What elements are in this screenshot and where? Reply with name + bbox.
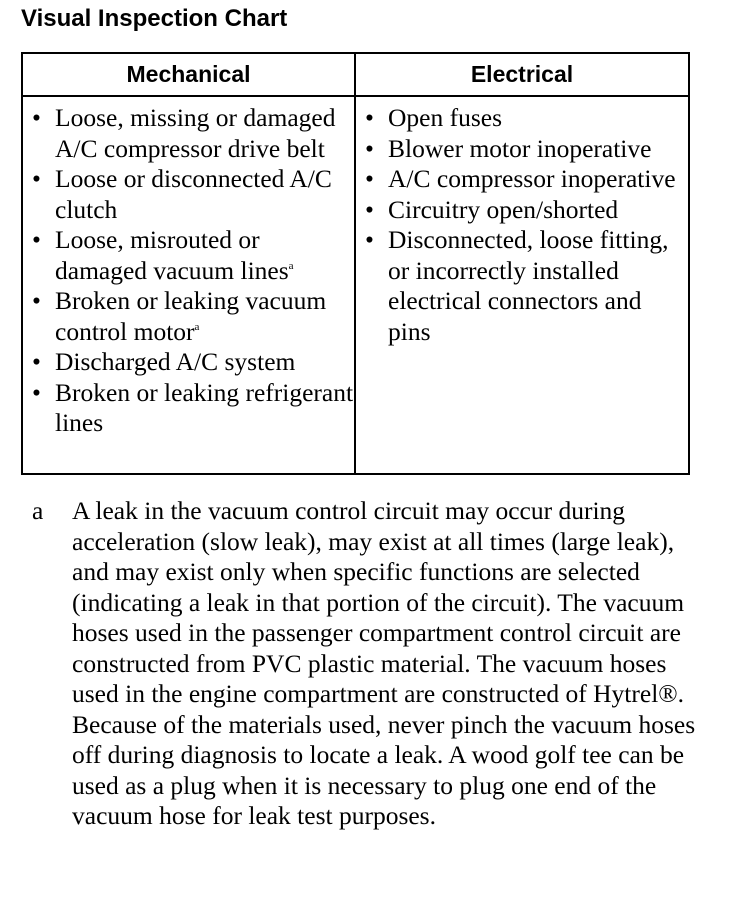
footnote-reference: a <box>194 320 200 333</box>
item-text: Blower motor inoperative <box>388 133 652 163</box>
bullet-icon: • <box>365 164 374 193</box>
footnote-text: A leak in the vacuum control circuit may occur during acceleration (slow leak), may exist at all times (large leak), and may exist only when specific functions are selected (indicating a leak in that portion of the circuit). The vacuum hoses used in the passenger compartment control circuit are constructed from PVC plastic material. The vacuum hoses used in the engine compartment are constructed of Hytrel®. Because of the materials used, never pinch the vacuum hoses off during diagnosis to locate a leak. A wood golf tee can be used as a plug when it is necessary to plug one end of the vacuum hose for leak test purposes. <box>72 496 696 830</box>
electrical-list <box>356 97 688 347</box>
list-item <box>23 347 354 378</box>
inspection-table <box>21 52 690 475</box>
bullet-icon: • <box>32 164 41 193</box>
bullet-icon: • <box>365 103 374 132</box>
item-text: Circuitry open/shorted <box>388 194 619 224</box>
list-item <box>23 164 354 225</box>
mechanical-header: Mechanical <box>22 53 355 96</box>
item-text: A/C compressor inoperative <box>388 164 676 193</box>
bullet-icon: • <box>365 194 374 224</box>
bullet-icon: • <box>32 286 41 315</box>
item-text: Open fuses <box>388 103 503 132</box>
list-item <box>356 103 688 134</box>
item-text: Loose or disconnected A/C clutch <box>55 164 332 224</box>
header-row <box>22 53 689 96</box>
list-item <box>23 103 354 164</box>
footnote-marker: a <box>32 496 44 525</box>
bullet-icon: • <box>365 225 374 254</box>
list-item <box>23 225 354 286</box>
electrical-header: Electrical <box>355 53 689 96</box>
item-text: Discharged A/C system <box>55 347 296 376</box>
bullet-icon: • <box>32 225 41 254</box>
bullet-icon: • <box>32 103 41 132</box>
chart-title: Visual Inspection Chart <box>21 5 288 32</box>
list-item <box>356 134 688 165</box>
item-text: Loose, missing or damaged A/C compressor drive belt <box>55 103 336 163</box>
item-text: Broken or leaking vacuum control motor <box>55 286 327 346</box>
footnote <box>32 496 712 832</box>
list-item <box>23 378 354 439</box>
mechanical-list <box>23 97 354 439</box>
list-item <box>356 164 688 195</box>
bullet-icon: • <box>365 133 374 163</box>
items-row <box>22 96 689 474</box>
mechanical-cell <box>22 96 355 474</box>
item-text: Broken or leaking refrigerant lines <box>55 377 354 437</box>
item-text: Loose, misrouted or damaged vacuum lines <box>55 225 289 285</box>
bullet-icon: • <box>32 377 41 407</box>
item-text: Disconnected, loose fitting, or incorrectly installed electrical connectors and pins <box>388 225 669 346</box>
footnote-reference: a <box>288 259 294 272</box>
bullet-icon: • <box>32 347 41 376</box>
list-item <box>356 225 688 347</box>
list-item <box>23 286 354 347</box>
electrical-cell <box>355 96 689 474</box>
list-item <box>356 195 688 226</box>
